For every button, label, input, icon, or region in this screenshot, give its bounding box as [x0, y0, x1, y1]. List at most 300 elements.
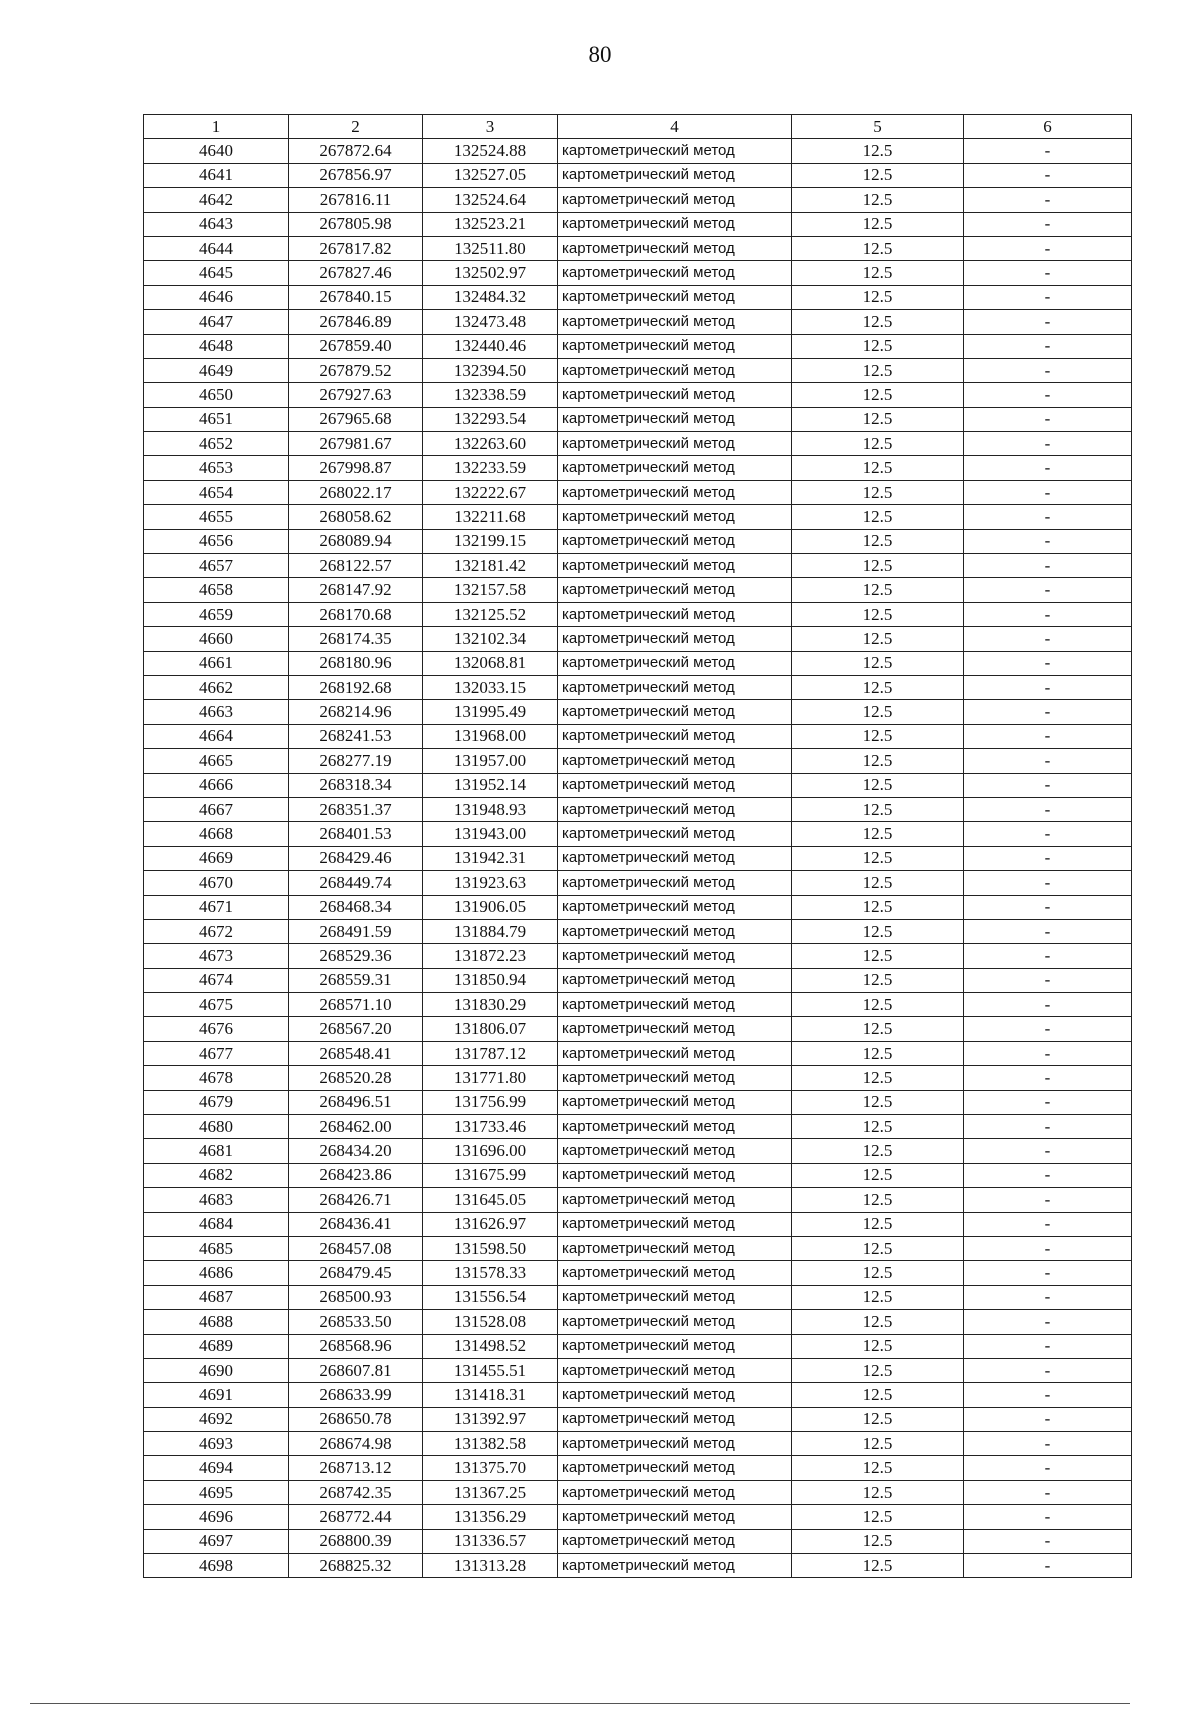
point-number-cell: 4652	[144, 432, 289, 456]
table-row	[144, 1041, 1132, 1065]
coordinates-table	[143, 114, 1132, 1578]
table-row	[144, 1554, 1132, 1578]
y-coordinate-cell: 132263.60	[423, 432, 558, 456]
point-number-cell: 4657	[144, 554, 289, 578]
accuracy-cell: 12.5	[792, 285, 964, 309]
table-row	[144, 1090, 1132, 1114]
accuracy-cell: 12.5	[792, 383, 964, 407]
note-cell: -	[964, 139, 1132, 163]
accuracy-cell: 12.5	[792, 432, 964, 456]
point-number-cell: 4698	[144, 1554, 289, 1578]
method-cell: картометрический метод	[558, 1066, 792, 1090]
method-cell: картометрический метод	[558, 797, 792, 821]
method-cell: картометрический метод	[558, 188, 792, 212]
note-cell: -	[964, 651, 1132, 675]
method-cell: картометрический метод	[558, 1188, 792, 1212]
note-cell: -	[964, 407, 1132, 431]
y-coordinate-cell: 131850.94	[423, 968, 558, 992]
note-cell: -	[964, 846, 1132, 870]
point-number-cell: 4684	[144, 1212, 289, 1236]
x-coordinate-cell: 267872.64	[289, 139, 423, 163]
method-cell: картометрический метод	[558, 334, 792, 358]
note-cell: -	[964, 627, 1132, 651]
point-number-cell: 4667	[144, 797, 289, 821]
note-cell: -	[964, 578, 1132, 602]
method-cell: картометрический метод	[558, 163, 792, 187]
accuracy-cell: 12.5	[792, 1480, 964, 1504]
x-coordinate-cell: 268520.28	[289, 1066, 423, 1090]
y-coordinate-cell: 131578.33	[423, 1261, 558, 1285]
point-number-cell: 4670	[144, 871, 289, 895]
accuracy-cell: 12.5	[792, 1017, 964, 1041]
x-coordinate-cell: 268214.96	[289, 700, 423, 724]
point-number-cell: 4640	[144, 139, 289, 163]
y-coordinate-cell: 131884.79	[423, 919, 558, 943]
x-coordinate-cell: 267846.89	[289, 310, 423, 334]
note-cell: -	[964, 236, 1132, 260]
point-number-cell: 4691	[144, 1383, 289, 1407]
accuracy-cell: 12.5	[792, 919, 964, 943]
method-cell: картометрический метод	[558, 1041, 792, 1065]
x-coordinate-cell: 268548.41	[289, 1041, 423, 1065]
accuracy-cell: 12.5	[792, 1163, 964, 1187]
table-row	[144, 163, 1132, 187]
method-cell: картометрический метод	[558, 627, 792, 651]
y-coordinate-cell: 131942.31	[423, 846, 558, 870]
accuracy-cell: 12.5	[792, 1529, 964, 1553]
accuracy-cell: 12.5	[792, 163, 964, 187]
note-cell: -	[964, 944, 1132, 968]
y-coordinate-cell: 131995.49	[423, 700, 558, 724]
x-coordinate-cell: 267840.15	[289, 285, 423, 309]
table-row	[144, 797, 1132, 821]
table-row	[144, 919, 1132, 943]
accuracy-cell: 12.5	[792, 1090, 964, 1114]
page-number: 80	[588, 42, 612, 67]
column-header-4: 4	[558, 115, 792, 139]
x-coordinate-cell: 267816.11	[289, 188, 423, 212]
accuracy-cell: 12.5	[792, 188, 964, 212]
y-coordinate-cell: 132211.68	[423, 505, 558, 529]
accuracy-cell: 12.5	[792, 724, 964, 748]
y-coordinate-cell: 132102.34	[423, 627, 558, 651]
note-cell: -	[964, 1334, 1132, 1358]
accuracy-cell: 12.5	[792, 1358, 964, 1382]
note-cell: -	[964, 919, 1132, 943]
x-coordinate-cell: 268351.37	[289, 797, 423, 821]
accuracy-cell: 12.5	[792, 139, 964, 163]
x-coordinate-cell: 268468.34	[289, 895, 423, 919]
table-row	[144, 651, 1132, 675]
x-coordinate-cell: 268571.10	[289, 993, 423, 1017]
point-number-cell: 4686	[144, 1261, 289, 1285]
y-coordinate-cell: 131675.99	[423, 1163, 558, 1187]
note-cell: -	[964, 1041, 1132, 1065]
accuracy-cell: 12.5	[792, 1383, 964, 1407]
y-coordinate-cell: 131733.46	[423, 1115, 558, 1139]
y-coordinate-cell: 131943.00	[423, 822, 558, 846]
point-number-cell: 4692	[144, 1407, 289, 1431]
table-row	[144, 236, 1132, 260]
note-cell: -	[964, 1261, 1132, 1285]
x-coordinate-cell: 268180.96	[289, 651, 423, 675]
table-row	[144, 895, 1132, 919]
method-cell: картометрический метод	[558, 1334, 792, 1358]
y-coordinate-cell: 131948.93	[423, 797, 558, 821]
point-number-cell: 4676	[144, 1017, 289, 1041]
point-number-cell: 4683	[144, 1188, 289, 1212]
x-coordinate-cell: 268674.98	[289, 1432, 423, 1456]
method-cell: картометрический метод	[558, 724, 792, 748]
accuracy-cell: 12.5	[792, 1139, 964, 1163]
accuracy-cell: 12.5	[792, 310, 964, 334]
point-number-cell: 4650	[144, 383, 289, 407]
note-cell: -	[964, 285, 1132, 309]
accuracy-cell: 12.5	[792, 505, 964, 529]
x-coordinate-cell: 268742.35	[289, 1480, 423, 1504]
y-coordinate-cell: 131771.80	[423, 1066, 558, 1090]
note-cell: -	[964, 1529, 1132, 1553]
method-cell: картометрический метод	[558, 1139, 792, 1163]
method-cell: картометрический метод	[558, 212, 792, 236]
point-number-cell: 4661	[144, 651, 289, 675]
note-cell: -	[964, 724, 1132, 748]
table-row	[144, 1383, 1132, 1407]
note-cell: -	[964, 505, 1132, 529]
point-number-cell: 4695	[144, 1480, 289, 1504]
point-number-cell: 4649	[144, 358, 289, 382]
table-row	[144, 724, 1132, 748]
method-cell: картометрический метод	[558, 285, 792, 309]
y-coordinate-cell: 131455.51	[423, 1358, 558, 1382]
point-number-cell: 4660	[144, 627, 289, 651]
point-number-cell: 4694	[144, 1456, 289, 1480]
point-number-cell: 4653	[144, 456, 289, 480]
x-coordinate-cell: 268429.46	[289, 846, 423, 870]
note-cell: -	[964, 456, 1132, 480]
method-cell: картометрический метод	[558, 554, 792, 578]
accuracy-cell: 12.5	[792, 1115, 964, 1139]
x-coordinate-cell: 268434.20	[289, 1139, 423, 1163]
note-cell: -	[964, 1139, 1132, 1163]
y-coordinate-cell: 131598.50	[423, 1236, 558, 1260]
note-cell: -	[964, 432, 1132, 456]
method-cell: картометрический метод	[558, 432, 792, 456]
table-row	[144, 285, 1132, 309]
column-header-3: 3	[423, 115, 558, 139]
method-cell: картометрический метод	[558, 1554, 792, 1578]
y-coordinate-cell: 132338.59	[423, 383, 558, 407]
table-row	[144, 822, 1132, 846]
note-cell: -	[964, 700, 1132, 724]
point-number-cell: 4680	[144, 1115, 289, 1139]
x-coordinate-cell: 268491.59	[289, 919, 423, 943]
x-coordinate-cell: 267927.63	[289, 383, 423, 407]
method-cell: картометрический метод	[558, 944, 792, 968]
accuracy-cell: 12.5	[792, 407, 964, 431]
table-row	[144, 1236, 1132, 1260]
table-row	[144, 261, 1132, 285]
accuracy-cell: 12.5	[792, 651, 964, 675]
method-cell: картометрический метод	[558, 773, 792, 797]
point-number-cell: 4659	[144, 602, 289, 626]
table-row	[144, 1529, 1132, 1553]
accuracy-cell: 12.5	[792, 1188, 964, 1212]
table-row	[144, 188, 1132, 212]
point-number-cell: 4645	[144, 261, 289, 285]
point-number-cell: 4689	[144, 1334, 289, 1358]
x-coordinate-cell: 268825.32	[289, 1554, 423, 1578]
accuracy-cell: 12.5	[792, 578, 964, 602]
note-cell: -	[964, 1017, 1132, 1041]
note-cell: -	[964, 310, 1132, 334]
x-coordinate-cell: 268479.45	[289, 1261, 423, 1285]
accuracy-cell: 12.5	[792, 1212, 964, 1236]
accuracy-cell: 12.5	[792, 1554, 964, 1578]
accuracy-cell: 12.5	[792, 212, 964, 236]
accuracy-cell: 12.5	[792, 1041, 964, 1065]
table-row	[144, 1310, 1132, 1334]
method-cell: картометрический метод	[558, 1505, 792, 1529]
accuracy-cell: 12.5	[792, 1432, 964, 1456]
table-row	[144, 1066, 1132, 1090]
point-number-cell: 4678	[144, 1066, 289, 1090]
method-cell: картометрический метод	[558, 700, 792, 724]
table-row	[144, 407, 1132, 431]
x-coordinate-cell: 268277.19	[289, 749, 423, 773]
y-coordinate-cell: 132233.59	[423, 456, 558, 480]
note-cell: -	[964, 1212, 1132, 1236]
point-number-cell: 4647	[144, 310, 289, 334]
y-coordinate-cell: 131756.99	[423, 1090, 558, 1114]
point-number-cell: 4685	[144, 1236, 289, 1260]
note-cell: -	[964, 797, 1132, 821]
accuracy-cell: 12.5	[792, 1310, 964, 1334]
x-coordinate-cell: 268496.51	[289, 1090, 423, 1114]
x-coordinate-cell: 268401.53	[289, 822, 423, 846]
y-coordinate-cell: 131872.23	[423, 944, 558, 968]
method-cell: картометрический метод	[558, 1432, 792, 1456]
table-row	[144, 432, 1132, 456]
method-cell: картометрический метод	[558, 236, 792, 260]
y-coordinate-cell: 132293.54	[423, 407, 558, 431]
note-cell: -	[964, 212, 1132, 236]
point-number-cell: 4642	[144, 188, 289, 212]
accuracy-cell: 12.5	[792, 1261, 964, 1285]
y-coordinate-cell: 131367.25	[423, 1480, 558, 1504]
note-cell: -	[964, 1480, 1132, 1504]
x-coordinate-cell: 268713.12	[289, 1456, 423, 1480]
point-number-cell: 4674	[144, 968, 289, 992]
point-number-cell: 4658	[144, 578, 289, 602]
table-row	[144, 1139, 1132, 1163]
column-header-6: 6	[964, 115, 1132, 139]
method-cell: картометрический метод	[558, 1017, 792, 1041]
note-cell: -	[964, 968, 1132, 992]
x-coordinate-cell: 268122.57	[289, 554, 423, 578]
y-coordinate-cell: 131418.31	[423, 1383, 558, 1407]
y-coordinate-cell: 132033.15	[423, 675, 558, 699]
y-coordinate-cell: 131952.14	[423, 773, 558, 797]
table-row	[144, 1261, 1132, 1285]
accuracy-cell: 12.5	[792, 627, 964, 651]
method-cell: картометрический метод	[558, 1163, 792, 1187]
accuracy-cell: 12.5	[792, 993, 964, 1017]
point-number-cell: 4662	[144, 675, 289, 699]
point-number-cell: 4643	[144, 212, 289, 236]
note-cell: -	[964, 1432, 1132, 1456]
method-cell: картометрический метод	[558, 1236, 792, 1260]
point-number-cell: 4675	[144, 993, 289, 1017]
method-cell: картометрический метод	[558, 1261, 792, 1285]
table-row	[144, 505, 1132, 529]
method-cell: картометрический метод	[558, 602, 792, 626]
y-coordinate-cell: 131392.97	[423, 1407, 558, 1431]
table-row	[144, 1212, 1132, 1236]
y-coordinate-cell: 131806.07	[423, 1017, 558, 1041]
note-cell: -	[964, 1236, 1132, 1260]
method-cell: картометрический метод	[558, 1529, 792, 1553]
note-cell: -	[964, 358, 1132, 382]
column-header-2: 2	[289, 115, 423, 139]
note-cell: -	[964, 1188, 1132, 1212]
point-number-cell: 4666	[144, 773, 289, 797]
x-coordinate-cell: 268462.00	[289, 1115, 423, 1139]
x-coordinate-cell: 268423.86	[289, 1163, 423, 1187]
note-cell: -	[964, 1310, 1132, 1334]
y-coordinate-cell: 131696.00	[423, 1139, 558, 1163]
y-coordinate-cell: 132157.58	[423, 578, 558, 602]
y-coordinate-cell: 132511.80	[423, 236, 558, 260]
table-row	[144, 627, 1132, 651]
table-header-row	[144, 115, 1132, 139]
x-coordinate-cell: 268500.93	[289, 1285, 423, 1309]
point-number-cell: 4697	[144, 1529, 289, 1553]
x-coordinate-cell: 268170.68	[289, 602, 423, 626]
method-cell: картометрический метод	[558, 1358, 792, 1382]
bottom-rule	[30, 1703, 1130, 1704]
note-cell: -	[964, 1090, 1132, 1114]
y-coordinate-cell: 132440.46	[423, 334, 558, 358]
x-coordinate-cell: 267879.52	[289, 358, 423, 382]
point-number-cell: 4696	[144, 1505, 289, 1529]
x-coordinate-cell: 267965.68	[289, 407, 423, 431]
column-header-1: 1	[144, 115, 289, 139]
table-row	[144, 212, 1132, 236]
point-number-cell: 4654	[144, 480, 289, 504]
accuracy-cell: 12.5	[792, 1236, 964, 1260]
method-cell: картометрический метод	[558, 675, 792, 699]
y-coordinate-cell: 131968.00	[423, 724, 558, 748]
note-cell: -	[964, 480, 1132, 504]
accuracy-cell: 12.5	[792, 529, 964, 553]
point-number-cell: 4672	[144, 919, 289, 943]
table-row	[144, 456, 1132, 480]
point-number-cell: 4681	[144, 1139, 289, 1163]
note-cell: -	[964, 334, 1132, 358]
method-cell: картометрический метод	[558, 846, 792, 870]
accuracy-cell: 12.5	[792, 1066, 964, 1090]
note-cell: -	[964, 1066, 1132, 1090]
y-coordinate-cell: 131556.54	[423, 1285, 558, 1309]
point-number-cell: 4679	[144, 1090, 289, 1114]
accuracy-cell: 12.5	[792, 1285, 964, 1309]
x-coordinate-cell: 268022.17	[289, 480, 423, 504]
note-cell: -	[964, 188, 1132, 212]
accuracy-cell: 12.5	[792, 456, 964, 480]
accuracy-cell: 12.5	[792, 700, 964, 724]
y-coordinate-cell: 132181.42	[423, 554, 558, 578]
accuracy-cell: 12.5	[792, 602, 964, 626]
point-number-cell: 4651	[144, 407, 289, 431]
note-cell: -	[964, 871, 1132, 895]
note-cell: -	[964, 1163, 1132, 1187]
note-cell: -	[964, 1115, 1132, 1139]
point-number-cell: 4682	[144, 1163, 289, 1187]
y-coordinate-cell: 131382.58	[423, 1432, 558, 1456]
note-cell: -	[964, 1456, 1132, 1480]
table-row	[144, 1456, 1132, 1480]
y-coordinate-cell: 132068.81	[423, 651, 558, 675]
accuracy-cell: 12.5	[792, 822, 964, 846]
table-row	[144, 1017, 1132, 1041]
note-cell: -	[964, 383, 1132, 407]
note-cell: -	[964, 1407, 1132, 1431]
column-header-5: 5	[792, 115, 964, 139]
method-cell: картометрический метод	[558, 1383, 792, 1407]
table-row	[144, 700, 1132, 724]
note-cell: -	[964, 895, 1132, 919]
method-cell: картометрический метод	[558, 139, 792, 163]
table-row	[144, 749, 1132, 773]
method-cell: картометрический метод	[558, 651, 792, 675]
y-coordinate-cell: 132484.32	[423, 285, 558, 309]
point-number-cell: 4687	[144, 1285, 289, 1309]
x-coordinate-cell: 268568.96	[289, 1334, 423, 1358]
table-row	[144, 578, 1132, 602]
table-row	[144, 602, 1132, 626]
y-coordinate-cell: 131787.12	[423, 1041, 558, 1065]
x-coordinate-cell: 268457.08	[289, 1236, 423, 1260]
x-coordinate-cell: 267805.98	[289, 212, 423, 236]
y-coordinate-cell: 131375.70	[423, 1456, 558, 1480]
note-cell: -	[964, 529, 1132, 553]
y-coordinate-cell: 132199.15	[423, 529, 558, 553]
x-coordinate-cell: 267859.40	[289, 334, 423, 358]
accuracy-cell: 12.5	[792, 675, 964, 699]
table-row	[144, 1480, 1132, 1504]
table-row	[144, 1358, 1132, 1382]
x-coordinate-cell: 268772.44	[289, 1505, 423, 1529]
table-row	[144, 1188, 1132, 1212]
table-header	[144, 115, 1132, 139]
x-coordinate-cell: 267856.97	[289, 163, 423, 187]
x-coordinate-cell: 267817.82	[289, 236, 423, 260]
method-cell: картометрический метод	[558, 871, 792, 895]
method-cell: картометрический метод	[558, 261, 792, 285]
accuracy-cell: 12.5	[792, 968, 964, 992]
y-coordinate-cell: 132527.05	[423, 163, 558, 187]
note-cell: -	[964, 1358, 1132, 1382]
point-number-cell: 4656	[144, 529, 289, 553]
note-cell: -	[964, 1383, 1132, 1407]
table-row	[144, 675, 1132, 699]
x-coordinate-cell: 268800.39	[289, 1529, 423, 1553]
table-row	[144, 1285, 1132, 1309]
y-coordinate-cell: 132502.97	[423, 261, 558, 285]
table-row	[144, 480, 1132, 504]
method-cell: картометрический метод	[558, 822, 792, 846]
